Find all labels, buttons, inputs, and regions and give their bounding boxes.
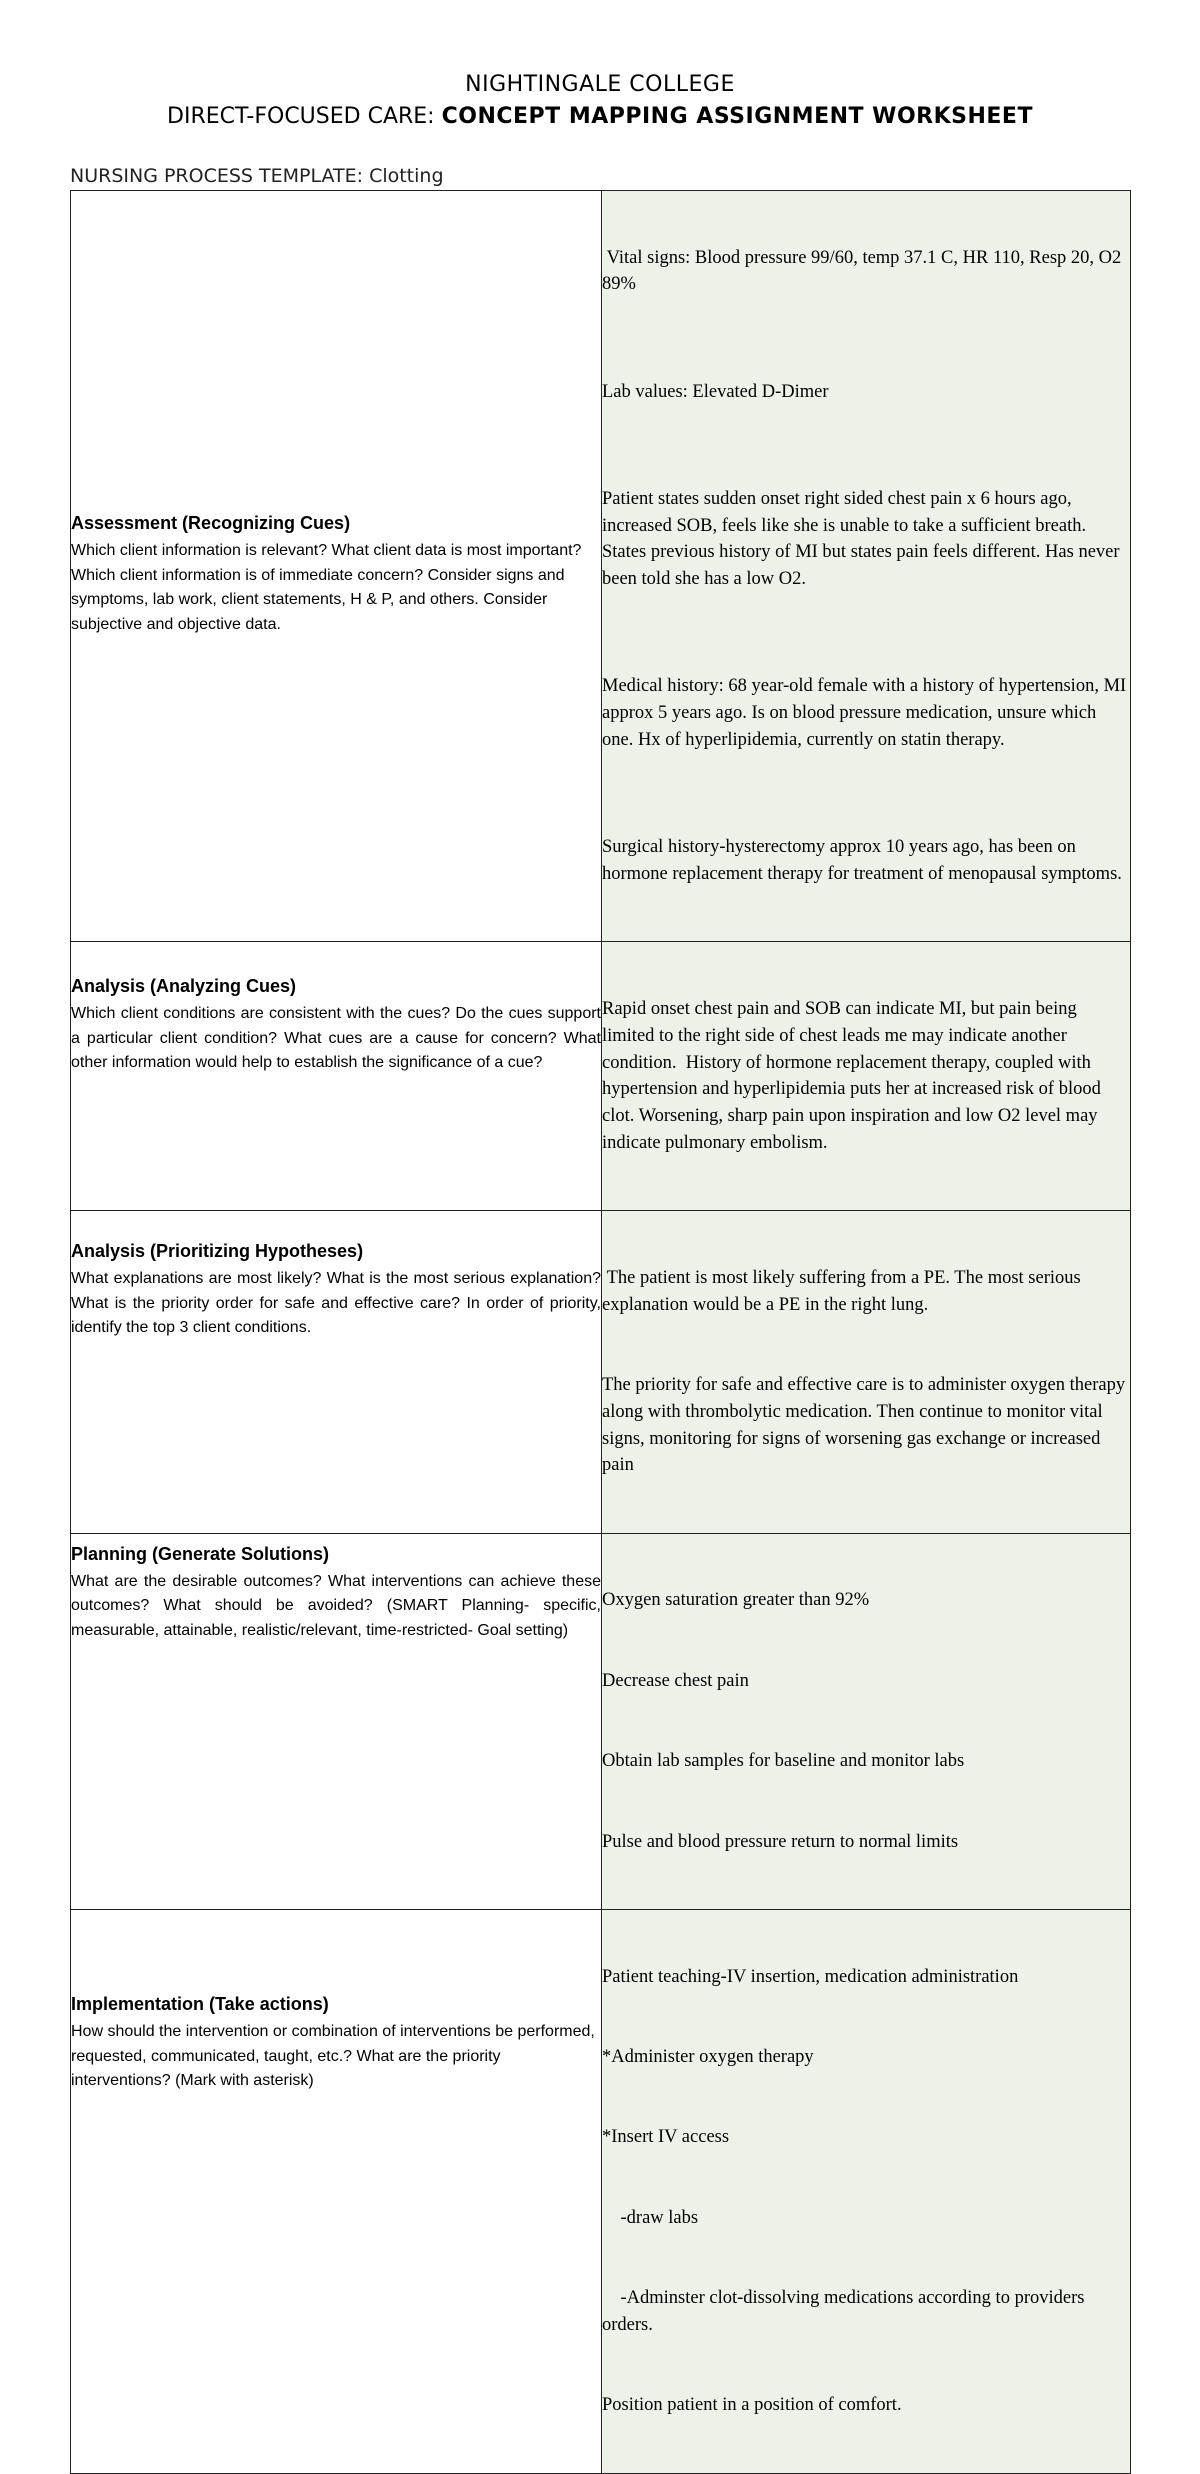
analyzing-cues-response-cell [602,942,1131,1211]
prioritizing-response-line: The priority for safe and effective care is to administer oxygen therapy along with thrombolytic medication. Then continue to monitor vital signs, monitoring for signs of worsening gas exchange or increased pain [602,1375,1130,1476]
planning-title: Planning (Generate Solutions) [71,1543,330,1564]
assessment-surgical-history: Surgical history-hysterectomy approx 10 years ago, has been on hormone replacement therapy for treatment of menopausal symptoms. [602,837,1122,884]
assessment-title: Assessment (Recognizing Cues) [71,513,351,533]
table-row-prioritizing-hypotheses [71,1211,1131,1534]
implementation-action: -Adminster clot-dissolving medications according to providers orders. [602,2288,1090,2335]
template-line: NURSING PROCESS TEMPLATE: Clotting [70,165,444,187]
nursing-process-table [70,190,1131,2474]
planning-outcome: Pulse and blood pressure return to normal limits [602,1831,959,1852]
planning-prompt: What are the desirable outcomes? What interventions can achieve these outcomes? What should be avoided? (SMART Planning- specific, measurable, attainable, realistic/relevant, time-restricted- Goal setting) [71,1572,601,1639]
worksheet-title [0,100,1200,134]
assessment-labs: Lab values: Elevated D-Dimer [602,381,829,402]
implementation-prompt: How should the intervention or combination of interventions be performed, requested, communicated, taught, etc.? What are the priority interventions? (Mark with asterisk) [71,2023,595,2089]
analyzing-cues-prompt: Which client conditions are consistent with the cues? Do the cues support a particular client condition? What cues are a cause for concern? What other information would help to establish the significance of a cue? [71,1005,601,1072]
table-row-implementation [71,1910,1131,2474]
implementation-title: Implementation (Take actions) [71,1994,329,2014]
analyzing-cues-prompt-cell [71,942,602,1211]
prioritizing-response-cell [602,1211,1131,1534]
planning-prompt-cell [71,1533,602,1909]
planning-outcome: Decrease chest pain [602,1670,749,1691]
table-row-assessment [71,191,1131,942]
table-row-planning [71,1533,1131,1909]
worksheet-title-strong: CONCEPT MAPPING ASSIGNMENT WORKSHEET [441,104,1033,129]
analyzing-cues-response: Rapid onset chest pain and SOB can indicate MI, but pain being limited to the right side of chest leads me may indicate another condition. History of hormone replacement therapy, coupled with hypertension and hyperlipidemia puts her at increased risk of blood clot. Worsening, sharp pain upon inspiration and low O2 level may indicate pulmonary embolism. [602,998,1106,1153]
planning-response-cell [602,1533,1131,1909]
implementation-action: Patient teaching-IV insertion, medication administration [602,1966,1019,1987]
planning-outcome: Obtain lab samples for baseline and monitor labs [602,1751,965,1772]
implementation-action: -draw labs [602,2207,699,2228]
table-row-analyzing-cues [71,942,1131,1211]
assessment-medical-history: Medical history: 68 year-old female with a history of hypertension, MI approx 5 years ago. Is on blood pressure medication, unsure which one. Hx of hyperlipidemia, currently on statin therapy. [602,676,1131,750]
implementation-action: *Administer oxygen therapy [602,2046,814,2067]
document-header [0,70,1200,134]
implementation-response-cell [602,1910,1131,2474]
assessment-vitals: Vital signs: Blood pressure 99/60, temp 37.1 C, HR 110, Resp 20, O2 89% [602,247,1126,295]
prioritizing-title: Analysis (Prioritizing Hypotheses) [71,1241,364,1262]
assessment-prompt-cell [71,191,602,942]
implementation-prompt-cell [71,1910,602,2474]
assessment-patient-statement: Patient states sudden onset right sided chest pain x 6 hours ago, increased SOB, feels like she is unable to take a sufficient breath. States previous history of MI but states pain feels different. Has never been told she has a low O2. [602,488,1125,590]
prioritizing-prompt: What explanations are most likely? What is the most serious explanation? What is the priority order for safe and effective care? In order of priority, identify the top 3 client conditions. [71,1270,601,1337]
planning-outcome: Oxygen saturation greater than 92% [602,1590,870,1611]
analyzing-cues-title: Analysis (Analyzing Cues) [71,976,297,997]
assessment-response-cell [602,191,1131,942]
prioritizing-prompt-cell [71,1211,602,1534]
implementation-action: Position patient in a position of comfort. [602,2395,902,2416]
assessment-prompt: Which client information is relevant? What client data is most important? Which client information is of immediate concern? Consider signs and symptoms, lab work, client statements, H & P, and others. Consider subjective and objective data. [71,542,582,633]
college-name: NIGHTINGALE COLLEGE [465,72,735,97]
worksheet-title-prefix: DIRECT-FOCUSED CARE: [167,104,442,129]
prioritizing-response-line: The patient is most likely suffering from a PE. The most serious explanation would be a PE in the right lung. [602,1267,1086,1315]
implementation-action: *Insert IV access [602,2127,730,2148]
